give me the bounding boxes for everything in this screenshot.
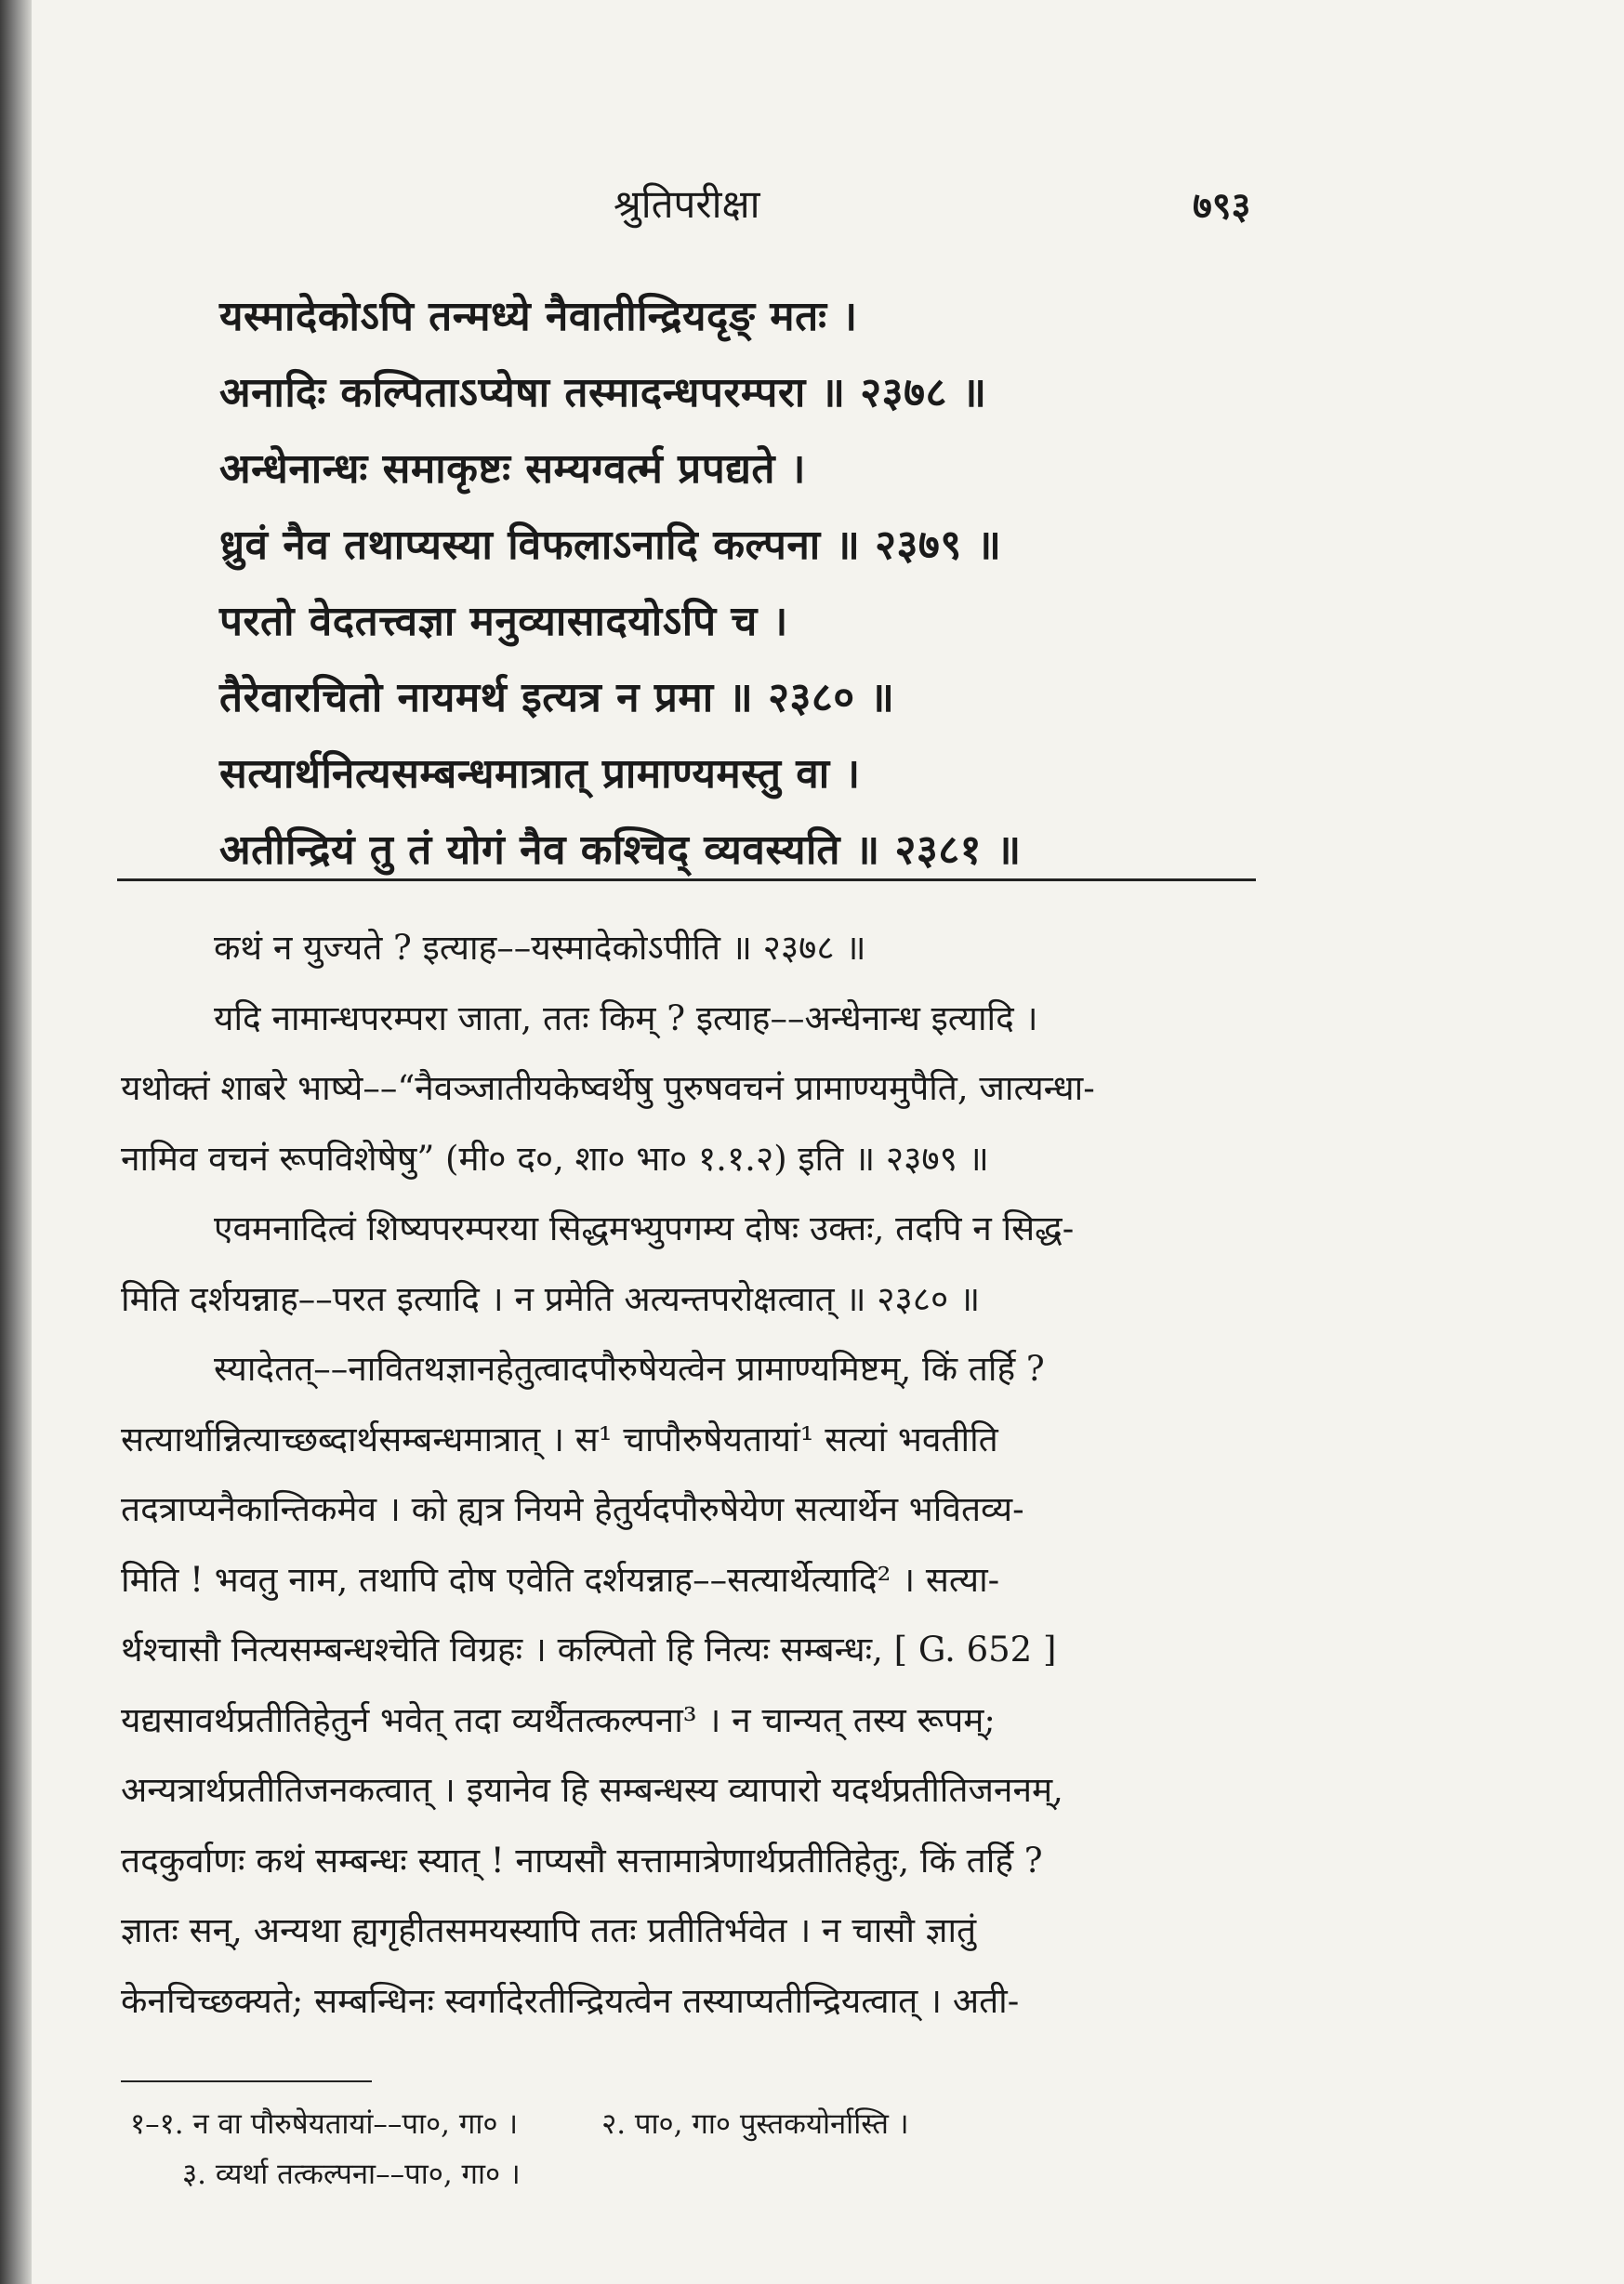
commentary-line: यथोक्तं शाबरे भाष्ये––“नैवञ्जातीयकेष्वर्थेषु पुरुषवचनं प्रामाण्यमुपैति, जात्यन्धा- bbox=[121, 1068, 1095, 1108]
commentary-line: एवमनादित्वं शिष्यपरम्परया सिद्धमभ्युपगम्य दोषः उक्तः, तदपि न सिद्ध- bbox=[214, 1208, 1075, 1248]
footnote-3: ३. व्यर्था तत्कल्पना––पा०, गा० । bbox=[182, 2158, 521, 2191]
commentary-line: केनचिच्छक्यते; सम्बन्धिनः स्वर्गादेरतीन्द्रियत्वेन तस्याप्यतीन्द्रियत्वात् । अती- bbox=[121, 1980, 1020, 2021]
verse-line: अतीन्द्रियं तु तं योगं नैव कश्चिद् व्यवस्यति ॥ २३८१ ॥ bbox=[219, 826, 1022, 874]
commentary-line: यदि नामान्धपरम्परा जाता, ततः किम् ? इत्याह––अन्धेनान्ध इत्यादि । bbox=[214, 997, 1038, 1038]
commentary-line: सत्यार्थान्नित्याच्छब्दार्थसम्बन्धमात्रात् । स¹ चापौरुषेयतायां¹ सत्यां भवतीति bbox=[121, 1419, 998, 1459]
verse-line: अनादिः कल्पिताऽप्येषा तस्मादन्धपरम्परा ॥ २३७८ ॥ bbox=[219, 369, 987, 416]
commentary-line: मिति ! भवतु नाम, तथापि दोष एवेति दर्शयन्नाह––सत्यार्थेत्यादि² । सत्या- bbox=[121, 1559, 1000, 1600]
footnote-row bbox=[130, 2099, 1246, 2149]
header-title: श्रुतिपरीक्षा bbox=[614, 181, 760, 227]
commentary-line: ज्ञातः सन्, अन्यथा ह्यगृहीतसमयस्यापि ततः प्रतीतिर्भवेत । न चासौ ज्ञातुं bbox=[121, 1910, 977, 1950]
commentary-line: अन्यत्रार्थप्रतीतिजनकत्वात् । इयानेव हि सम्बन्धस्य व्यापारो यदर्थप्रतीतिजननम्, bbox=[121, 1770, 1063, 1810]
verse-line: सत्यार्थनित्यसम्बन्धमात्रात् प्रामाण्यमस्तु वा । bbox=[219, 750, 861, 798]
section-divider bbox=[117, 878, 1256, 881]
verse-line: ध्रुवं नैव तथाप्यस्या विफलाऽनादि कल्पना ॥ २३७९ ॥ bbox=[219, 521, 1002, 569]
verse-line: अन्धेनान्धः समाकृष्टः सम्यग्वर्त्म प्रपद्यते । bbox=[219, 445, 806, 493]
commentary-line: कथं न युज्यते ? इत्याह––यस्मादेकोऽपीति ॥ २३७८ ॥ bbox=[214, 928, 866, 968]
footnote-2: २. पा०, गा० पुस्तकयोर्नास्ति । bbox=[601, 2107, 909, 2141]
footnote-row bbox=[130, 2149, 1246, 2199]
commentary-line: नामिव वचनं रूपविशेषेषु” (मी० द०, शा० भा० १.१.२) इति ॥ २३७९ ॥ bbox=[121, 1138, 989, 1179]
commentary-line: स्यादेतत्––नावितथज्ञानहेतुत्वादपौरुषेयत्वेन प्रामाण्यमिष्टम्, किं तर्हि ? bbox=[214, 1349, 1045, 1389]
commentary-block bbox=[121, 913, 1274, 2036]
footnote-1: १–१. न वा पौरुषेयतायां––पा०, गा० । bbox=[130, 2107, 519, 2141]
page-binding-shadow bbox=[0, 0, 32, 2284]
commentary-line: मिति दर्शयन्नाह––परत इत्यादि । न प्रमेति अत्यन्तपरोक्षत्वात् ॥ २३८० ॥ bbox=[121, 1278, 981, 1319]
verse-line: परतो वेदतत्त्वज्ञा मनुव्यासादयोऽपि च । bbox=[219, 598, 788, 645]
commentary-line: तदत्राप्यनैकान्तिकमेव । को ह्यत्र नियमे हेतुर्यदपौरुषेयेण सत्यार्थेन भवितव्य- bbox=[121, 1489, 1024, 1529]
running-header bbox=[0, 177, 1624, 242]
page-number: ७९३ bbox=[1193, 184, 1251, 228]
commentary-line: यद्यसावर्थप्रतीतिहेतुर्न भवेत् तदा व्यर्थैतत्कल्पना³ । न चान्यत् तस्य रूपम्; bbox=[121, 1699, 996, 1740]
commentary-line: र्थश्चासौ नित्यसम्बन्धश्चेति विग्रहः । कल्पितो हि नित्यः सम्बन्धः, [ G. 652 ] bbox=[121, 1630, 1057, 1670]
verse-block bbox=[219, 279, 1279, 889]
footnote-divider bbox=[121, 2080, 372, 2082]
footnotes-block bbox=[130, 2099, 1246, 2199]
verse-line: तैरेवारचितो नायमर्थ इत्यत्र न प्रमा ॥ २३८० ॥ bbox=[219, 674, 895, 721]
verse-line: यस्मादेकोऽपि तन्मध्ये नैवातीन्द्रियदृङ् मतः । bbox=[219, 293, 858, 340]
commentary-line: तदकुर्वाणः कथं सम्बन्धः स्यात् ! नाप्यसौ सत्तामात्रेणार्थप्रतीतिहेतुः, किं तर्हि ? bbox=[121, 1840, 1043, 1881]
